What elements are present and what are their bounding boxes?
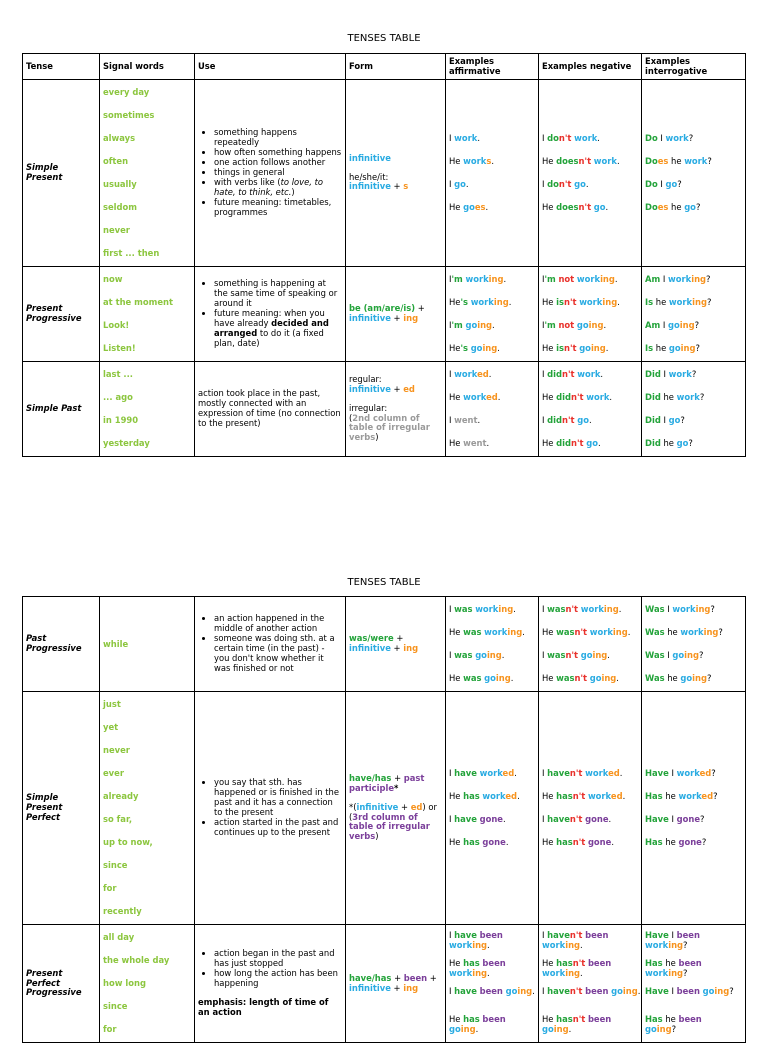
form-cell: regular: infinitive + ed irregular: (2nd column of table of irregular verbs) [346, 362, 446, 457]
use-cell [195, 267, 346, 362]
example: He was going. [449, 673, 514, 683]
row-simple-present-perfect [23, 692, 746, 925]
examples-negative [539, 80, 642, 267]
use-item: • how long the action has been happening [214, 969, 342, 989]
example: He didn't go. [542, 438, 601, 448]
examples-interrogative [642, 692, 746, 925]
example: Have I gone? [645, 814, 705, 824]
example: I go. [449, 179, 469, 189]
use-item: • how often something happens [214, 148, 342, 158]
signal-word: often [103, 156, 129, 166]
example: Am I going? [645, 320, 700, 330]
examples-negative [539, 267, 642, 362]
row-simple-present [23, 80, 746, 267]
example: He doesn't go. [542, 202, 609, 212]
signal-word: the whole day [103, 955, 170, 965]
use-item: • with verbs like (to love, to hate, to think, etc.) [214, 178, 342, 198]
page-title: TENSES TABLE [347, 33, 421, 44]
example: Have I been going? [645, 985, 734, 996]
example: He has been working. [449, 957, 506, 978]
header-signal-words: Signal words [100, 54, 195, 80]
example: Do I work? [645, 133, 694, 143]
signal-word: usually [103, 179, 137, 189]
signal-word: just [103, 699, 121, 709]
example: Have I been working? [645, 929, 700, 950]
signal-words [100, 597, 195, 692]
example: I'm working. [449, 274, 507, 284]
example: I have worked. [449, 768, 517, 778]
example: Does he work? [645, 156, 712, 166]
signal-word: at the moment [103, 297, 173, 307]
form-cell: was/were + infinitive + ing [346, 597, 446, 692]
header-tense: Tense [23, 54, 100, 80]
signal-word: Listen! [103, 343, 136, 353]
use-item: • things in general [214, 168, 342, 178]
signal-word: recently [103, 906, 142, 916]
examples-affirmative [446, 925, 539, 1043]
tense-name: Simple Past [23, 362, 100, 457]
examples-affirmative [446, 692, 539, 925]
example: He wasn't working. [542, 627, 631, 637]
signal-words [100, 267, 195, 362]
use-item: • you say that sth. has happened or is finished in the past and it has a connection to the present [214, 778, 342, 818]
use-cell [195, 692, 346, 925]
signal-word: since [103, 860, 128, 870]
signal-word: first ... then [103, 248, 160, 258]
signal-word: sometimes [103, 110, 155, 120]
signal-words [100, 692, 195, 925]
signal-word: ... ago [103, 392, 133, 402]
signal-word: all day [103, 932, 135, 942]
example: I didn't go. [542, 415, 592, 425]
example: He has worked. [449, 791, 520, 801]
row-simple-past [23, 362, 746, 457]
signal-word: so far, [103, 814, 133, 824]
examples-negative [539, 925, 642, 1043]
example: Was I going? [645, 650, 704, 660]
example: He goes. [449, 202, 489, 212]
use-item: • action began in the past and has just stopped [214, 949, 342, 969]
use-cell [195, 80, 346, 267]
example: I have been going. [449, 985, 535, 996]
example: Is he going? [645, 343, 700, 353]
signal-word: since [103, 1001, 128, 1011]
tenses-table-bottom [22, 596, 746, 1043]
signal-word: yet [103, 722, 119, 732]
example: Do I go? [645, 179, 682, 189]
example: He's going. [449, 343, 500, 353]
example: He hasn't gone. [542, 837, 615, 847]
example: Was he working? [645, 627, 723, 637]
signal-word: never [103, 225, 130, 235]
examples-interrogative [642, 267, 746, 362]
example: He didn't work. [542, 392, 613, 402]
use-item: • something happens repeatedly [214, 128, 342, 148]
examples-affirmative [446, 362, 539, 457]
example: I work. [449, 133, 481, 143]
example: Have I worked? [645, 768, 716, 778]
example: I haven't been working. [542, 929, 609, 950]
example: Did I work? [645, 369, 697, 379]
tense-name: Simple Present [23, 80, 100, 267]
example: Was I working? [645, 604, 715, 614]
signal-word: for [103, 1024, 117, 1034]
example: I don't go. [542, 179, 589, 189]
signal-word: now [103, 274, 123, 284]
example: I'm not going. [542, 320, 607, 330]
use-cell: action took place in the past, mostly connected with an expression of time (no connection to the present) [195, 362, 346, 457]
example: Was he going? [645, 673, 712, 683]
example: I went. [449, 415, 481, 425]
signal-word: already [103, 791, 139, 801]
signal-words [100, 80, 195, 267]
examples-interrogative [642, 597, 746, 692]
use-item: • an action happened in the middle of another action [214, 614, 342, 634]
example: I have been working. [449, 929, 503, 950]
signal-word: seldom [103, 202, 138, 212]
example: I'm not working. [542, 274, 618, 284]
signal-word: always [103, 133, 136, 143]
use-item: • something is happening at the same time of speaking or around it [214, 279, 342, 309]
use-item: • action started in the past and continues up to the present [214, 818, 342, 838]
example: I didn't work. [542, 369, 604, 379]
example: Did he work? [645, 392, 705, 402]
example: I wasn't going. [542, 650, 610, 660]
example: Am I working? [645, 274, 711, 284]
header-examples-negative: Examples negative [539, 54, 642, 80]
example: He isn't going. [542, 343, 609, 353]
example: Has he gone? [645, 837, 707, 847]
form-cell: be (am/are/is) + infinitive + ing [346, 267, 446, 362]
example: Has he worked? [645, 791, 718, 801]
example: He works. [449, 156, 494, 166]
page-title: TENSES TABLE [347, 577, 421, 588]
example: He has been going. [449, 1013, 506, 1034]
tenses-table-top [22, 53, 746, 457]
example: Does he go? [645, 202, 701, 212]
examples-negative [539, 692, 642, 925]
example: I have gone. [449, 814, 506, 824]
signal-words [100, 925, 195, 1043]
header-examples-interrogative: Examples interrogative [642, 54, 746, 80]
example: Did he go? [645, 438, 693, 448]
row-past-progressive [23, 597, 746, 692]
header-examples-affirmative: Examples affirmative [446, 54, 539, 80]
header-use: Use [195, 54, 346, 80]
signal-word: up to now, [103, 837, 153, 847]
use-item: • future meaning: when you have already decided and arranged to do it (a fixed plan, date) [214, 309, 342, 349]
example: He hasn't been going. [542, 1013, 612, 1034]
header-form: Form [346, 54, 446, 80]
examples-negative [539, 362, 642, 457]
signal-words [100, 362, 195, 457]
example: He's working. [449, 297, 512, 307]
example: He wasn't going. [542, 673, 619, 683]
example: He was working. [449, 627, 525, 637]
examples-interrogative [642, 362, 746, 457]
examples-interrogative [642, 80, 746, 267]
signal-word: every day [103, 87, 150, 97]
example: He went. [449, 438, 490, 448]
tense-name: Simple Present Perfect [23, 692, 100, 925]
example: He has gone. [449, 837, 509, 847]
signal-word: for [103, 883, 117, 893]
signal-word: never [103, 745, 130, 755]
example: I haven't been going. [542, 985, 641, 996]
example: He hasn't worked. [542, 791, 626, 801]
signal-word: last ... [103, 369, 133, 379]
signal-word: yesterday [103, 438, 150, 448]
use-cell [195, 925, 346, 1043]
example: I haven't worked. [542, 768, 623, 778]
use-item: • one action follows another [214, 158, 342, 168]
example: I wasn't working. [542, 604, 622, 614]
form-cell: have/has + been + infinitive + ing [346, 925, 446, 1043]
row-present-progressive [23, 267, 746, 362]
examples-interrogative [642, 925, 746, 1043]
signal-word: ever [103, 768, 124, 778]
use-emphasis: emphasis: length of time of an action [198, 997, 329, 1018]
signal-word: in 1990 [103, 415, 139, 425]
signal-word: while [103, 638, 129, 649]
examples-affirmative [446, 597, 539, 692]
signal-word: Look! [103, 320, 130, 330]
tense-name: Present Progressive [23, 267, 100, 362]
form-cell: have/has + past participle* *(infinitive + ed) or (3rd column of table of irregular verbs) [346, 692, 446, 925]
header-row [23, 54, 746, 80]
example: He isn't working. [542, 297, 620, 307]
tense-name: Present Perfect Progressive [23, 925, 100, 1043]
use-item: • future meaning: timetables, programmes [214, 198, 342, 218]
example: I haven't gone. [542, 814, 612, 824]
example: He hasn't been working. [542, 957, 612, 978]
tense-name: Past Progressive [23, 597, 100, 692]
examples-affirmative [446, 267, 539, 362]
example: I was going. [449, 650, 505, 660]
example: I'm going. [449, 320, 495, 330]
use-item: • someone was doing sth. at a certain time (in the past) - you don't know whether it was finished or not [214, 634, 342, 674]
examples-affirmative [446, 80, 539, 267]
example: I was working. [449, 604, 516, 614]
form-cell: infinitive he/she/it: infinitive + s [346, 80, 446, 267]
example: Is he working? [645, 297, 712, 307]
example: Has he been going? [645, 1013, 702, 1034]
example: He doesn't work. [542, 156, 620, 166]
row-present-perfect-progressive [23, 925, 746, 1043]
examples-negative [539, 597, 642, 692]
example: Has he been working? [645, 957, 702, 978]
use-cell [195, 597, 346, 692]
signal-word: how long [103, 978, 146, 988]
example: I don't work. [542, 133, 600, 143]
example: Did I go? [645, 415, 685, 425]
example: I worked. [449, 369, 492, 379]
example: He worked. [449, 392, 501, 402]
